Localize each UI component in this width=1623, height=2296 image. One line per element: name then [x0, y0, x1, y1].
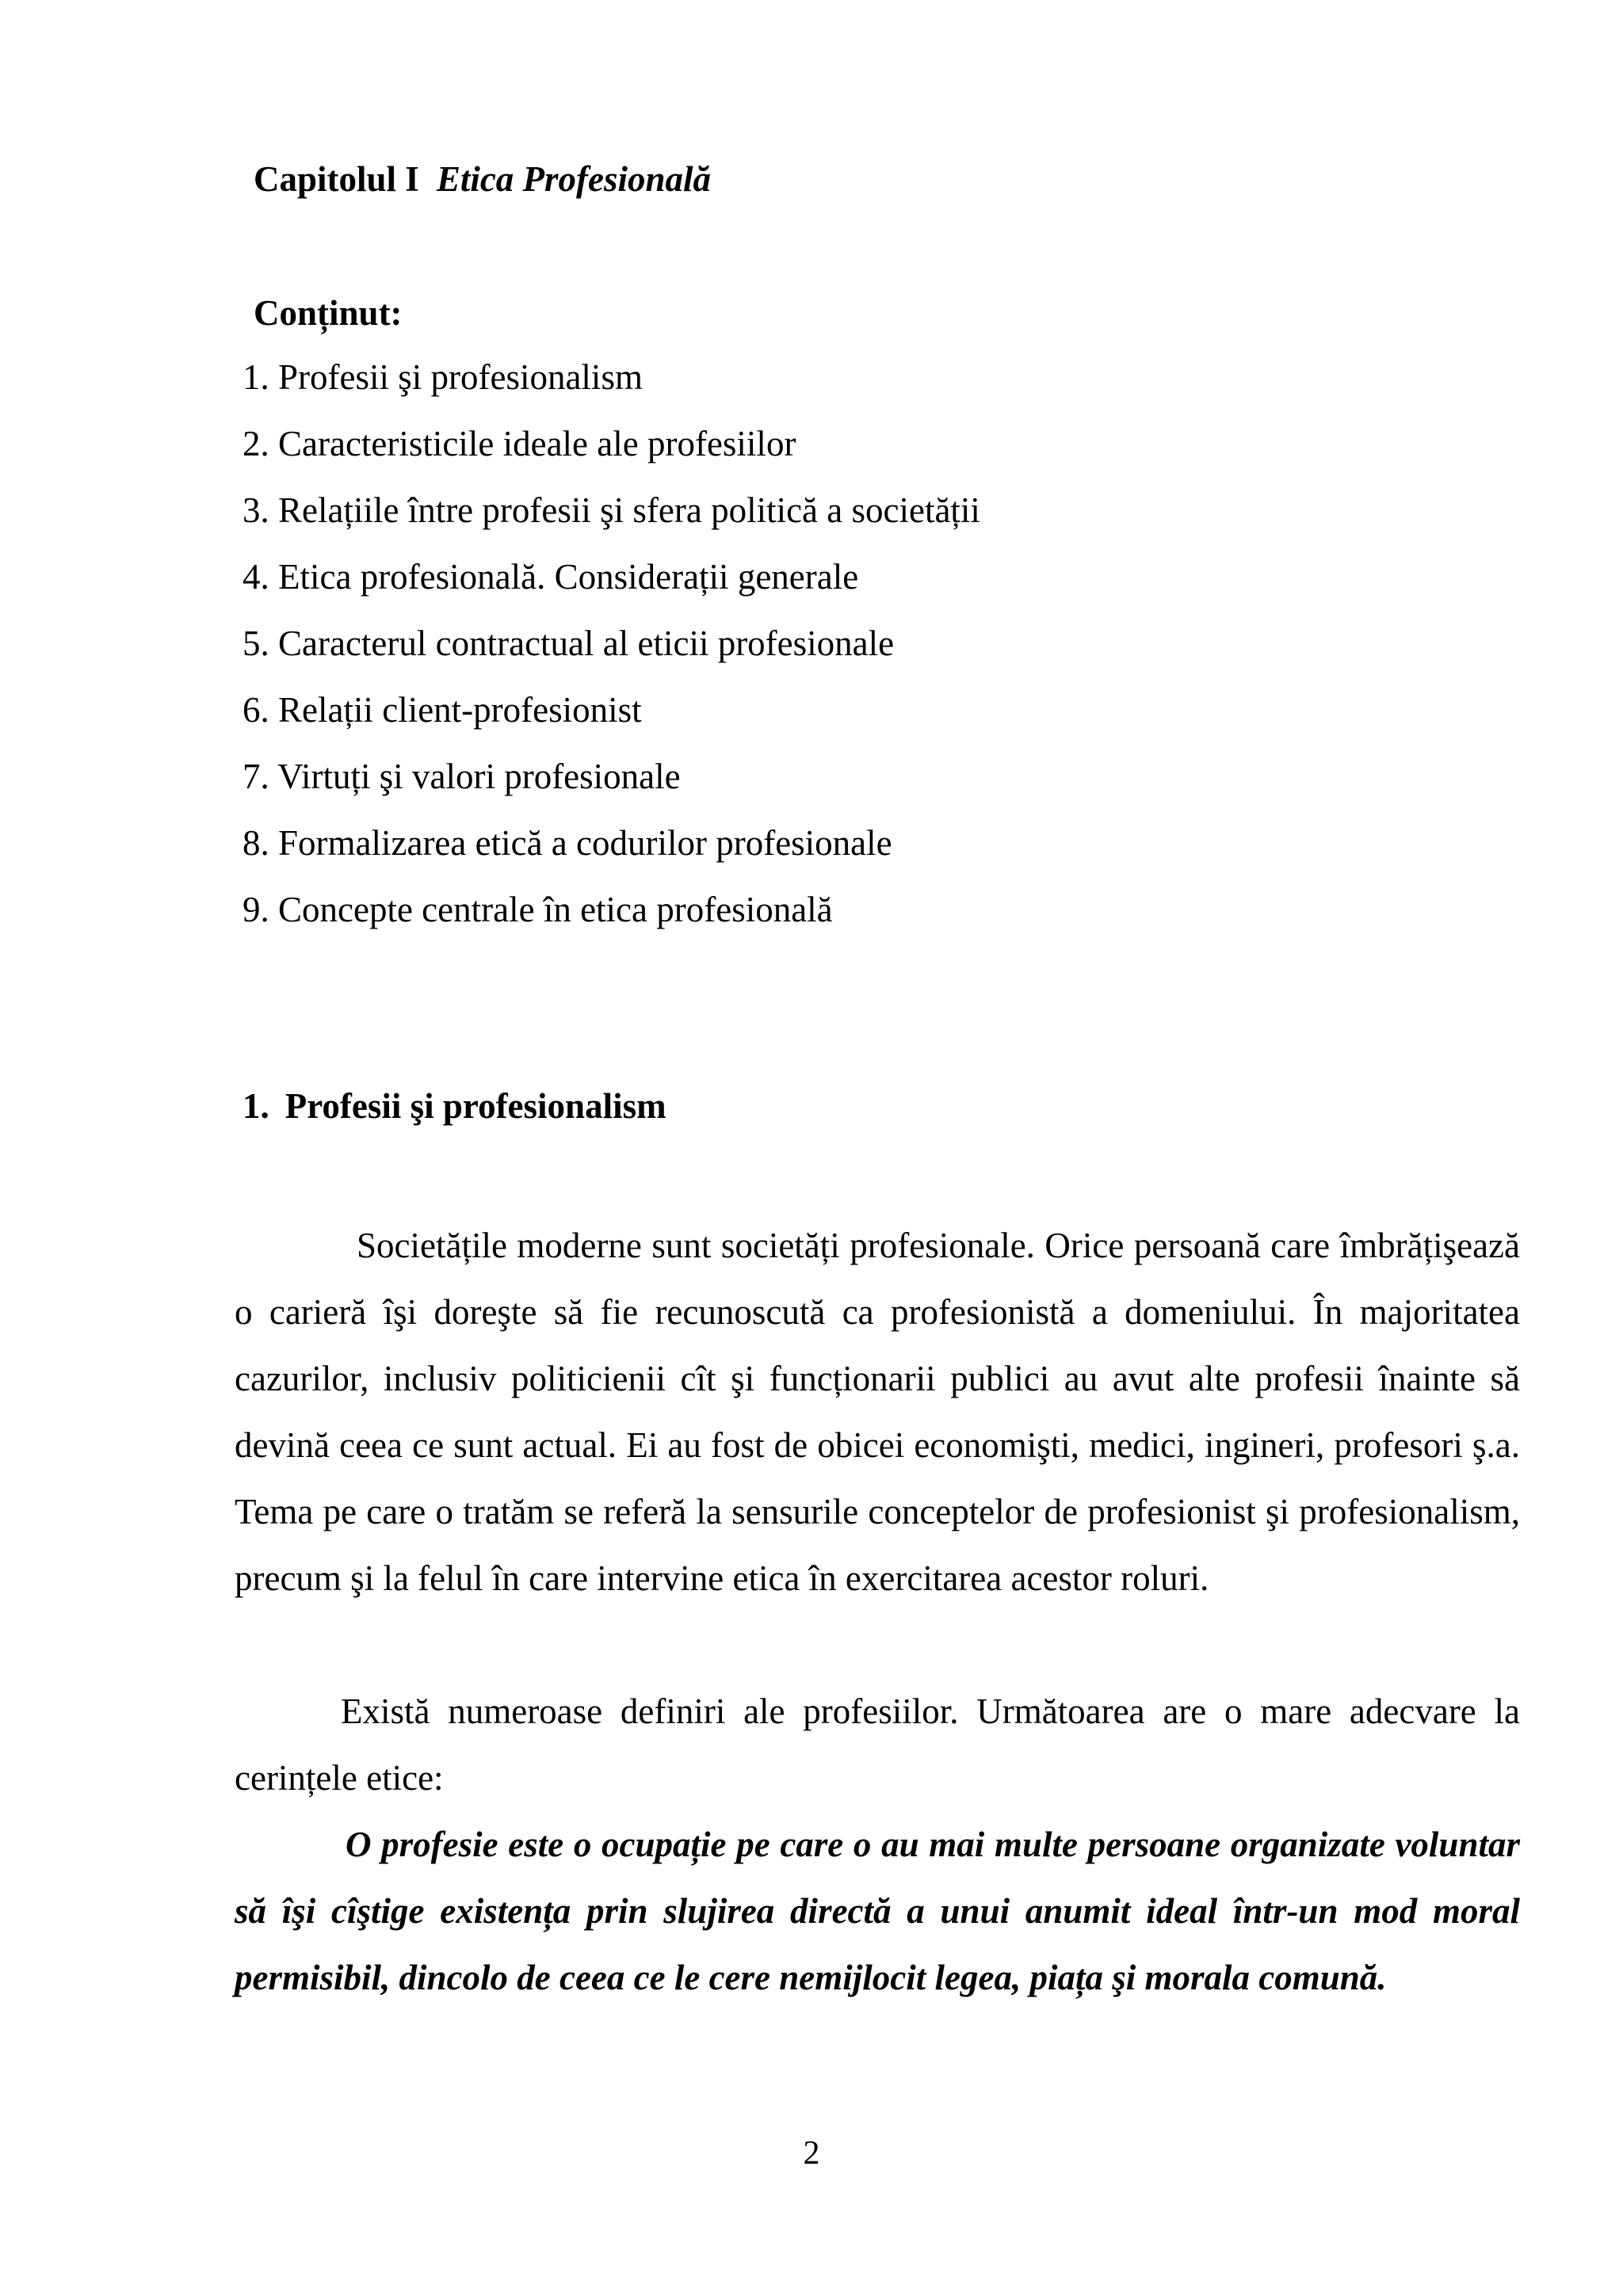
- toc-item: 9. Concepte centrale în etica profesională: [242, 890, 833, 929]
- contents-heading: Conținut:: [254, 293, 403, 333]
- section-number: 1.: [242, 1086, 269, 1126]
- page-number: 2: [803, 2135, 820, 2172]
- body-paragraph: Există numeroase definiri ale profesiilor. Următoarea are o mare adecvare la cerințele etice:: [235, 1691, 1520, 1798]
- section-heading: [242, 1082, 666, 1130]
- chapter-title: [254, 155, 711, 203]
- toc-item: 3. Relațiile între profesii şi sfera politică a societății: [242, 490, 980, 530]
- toc-item: 6. Relații client-profesionist: [242, 690, 642, 730]
- toc-item: 7. Virtuți şi valori profesionale: [242, 757, 681, 796]
- toc-item: 5. Caracterul contractual al eticii profesionale: [242, 624, 895, 663]
- definition-paragraph: O profesie este o ocupație pe care o au mai multe persoane organizate voluntar să îşi cîştige existența prin slujirea directă a unui anumit ideal într-un mod moral permisibil, dincolo de ceea ce le cere nemijlocit legea, piața şi morala comună.: [235, 1825, 1520, 1997]
- chapter-subject: Etica Profesională: [436, 159, 712, 199]
- chapter-label: Capitolul I: [254, 159, 419, 199]
- toc-item: 4. Etica profesională. Considerații generale: [242, 557, 859, 597]
- toc-item: 2. Caracteristicile ideale ale profesiilor: [242, 424, 796, 463]
- toc-item: 1. Profesii şi profesionalism: [242, 357, 643, 397]
- toc-item: 8. Formalizarea etică a codurilor profesionale: [242, 823, 892, 863]
- body-paragraph: Societățile moderne sunt societăți profesionale. Orice persoană care îmbrățişează o carieră îşi doreşte să fie recunoscută ca profesionistă a domeniului. În majoritatea cazurilor, inclusiv politicienii cît şi funcționarii publici au avut alte profesii înainte să devină ceea ce sunt actual. Ei au fost de obicei economişti, medici, ingineri, profesori ş.a. Tema pe care o tratăm se referă la sensurile conceptelor de profesionist şi profesionalism, precum şi la felul în care intervine etica în exercitarea acestor roluri.: [235, 1226, 1520, 1598]
- table-of-contents: [242, 353, 980, 952]
- section-title: Profesii şi profesionalism: [285, 1086, 666, 1126]
